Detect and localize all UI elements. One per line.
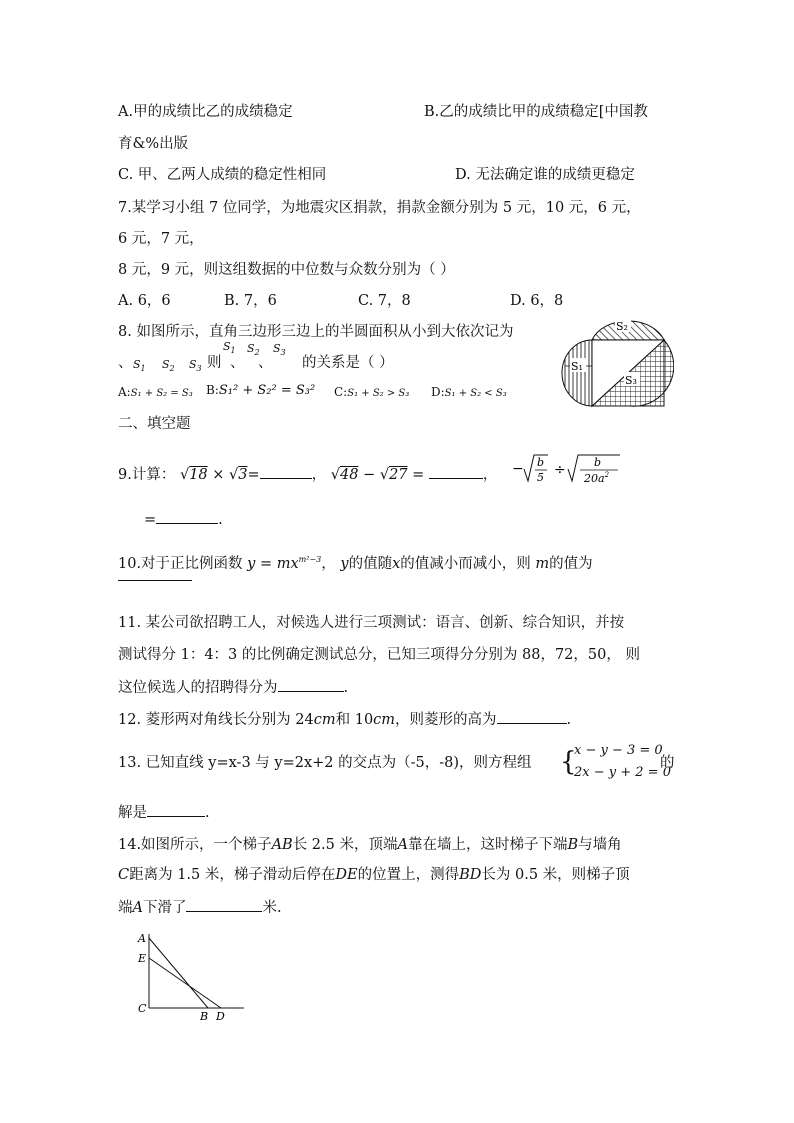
fig-label-b: B bbox=[200, 1010, 209, 1023]
q13-line1: 13. 已知直线 y=x-3 与 y=2x+2 的交点为（-5，-8)，则方程组 bbox=[118, 755, 532, 771]
q7-line1: 7.某学习小组 7 位同学，为地震灾区捐款，捐款金额分别为 5 元，10 元，6 元， bbox=[118, 200, 641, 216]
q9-line: 9.计算： √18 × √3= ， √48 − √27 = ， bbox=[118, 464, 497, 484]
q8-option-c: C:S₁ + S₂ > S₃ bbox=[334, 385, 410, 399]
svg-text:b: b bbox=[594, 456, 602, 469]
q13-eq1: x − y − 3 = 0 bbox=[574, 743, 663, 758]
q7-option-c: C. 7，8 bbox=[358, 293, 411, 309]
q8-line2-end: 的关系是（ ） bbox=[302, 355, 394, 371]
q6-option-b-continued: 育&%出版 bbox=[118, 136, 189, 152]
q8-s2-raised: $S_2$ bbox=[247, 342, 260, 358]
svg-text:5: 5 bbox=[537, 471, 544, 484]
fig-label-a: A bbox=[138, 932, 146, 945]
svg-text:20a2: $20a^2$ bbox=[584, 471, 610, 485]
q11-line1: 11. 某公司欲招聘工人，对候选人进行三项测试：语言、创新、综合知识，并按 bbox=[118, 615, 625, 631]
q6-option-b: B.乙的成绩比甲的成绩稳定[中国教 bbox=[424, 104, 648, 120]
q6-option-c: C. 甲、乙两人成绩的稳定性相同 bbox=[118, 167, 327, 183]
q6-option-a: A.甲的成绩比乙的成绩稳定 bbox=[118, 104, 293, 120]
q8-then: 则 bbox=[207, 355, 222, 371]
q14-line1: 14.如图所示，一个梯子AB长 2.5 米，顶端A靠在墙上，这时梯子下端B与墙角 bbox=[118, 837, 622, 853]
q8-option-d: D:S₁ + S₂ < S₃ bbox=[431, 385, 507, 399]
q6-option-d: D. 无法确定谁的成绩更稳定 bbox=[455, 167, 635, 183]
q13-line2: 解是 . bbox=[118, 802, 210, 822]
q11-line2: 测试得分 1：4：3 的比例确定测试总分，已知三项得分分别为 88，72，50， 则 bbox=[118, 647, 640, 663]
q9-line2: = . bbox=[144, 509, 223, 529]
q7-line3: 8 元，9 元，则这组数据的中位数与众数分别为（ ） bbox=[118, 262, 455, 278]
ladder-figure bbox=[130, 924, 248, 1024]
q8-line2-lead: 、 bbox=[118, 355, 133, 371]
fig-label-e: E bbox=[138, 952, 147, 965]
q10-answer-blank[interactable] bbox=[118, 580, 192, 581]
fig-label-d: D bbox=[216, 1010, 225, 1023]
q8-option-a: A:S₁ + S₂ = S₃ bbox=[118, 385, 193, 399]
q7-option-b: B. 7，6 bbox=[224, 293, 277, 309]
svg-text:b: b bbox=[537, 456, 545, 469]
fig-label-s3: S₃ bbox=[625, 374, 637, 387]
q8-s1-inline: $S_1$ bbox=[133, 358, 146, 374]
ladder-de bbox=[149, 958, 221, 1008]
q8-s3-inline: $S_3$ bbox=[189, 358, 202, 374]
section-title: 二、填空题 bbox=[118, 416, 191, 432]
q8-s3-raised: $S_3$ bbox=[273, 342, 286, 358]
q7-option-d: D. 6，8 bbox=[510, 293, 564, 309]
q13-after: 的 bbox=[660, 755, 675, 771]
q8-s1-raised: $S_1$ bbox=[223, 340, 236, 356]
q12-line: 12. 菱形两对角线长分别为 24cm和 10cm，则菱形的高为 . bbox=[118, 709, 571, 729]
q8-line1: 8. 如图所示，直角三边形三边上的半圆面积从小到大依次记为 bbox=[118, 324, 514, 340]
q13-brace: { bbox=[560, 747, 577, 777]
q8-comma-2: 、 bbox=[258, 355, 273, 371]
q9-expression-3 bbox=[512, 451, 622, 493]
ladder-ab bbox=[149, 938, 208, 1008]
q8-s2-inline: $S_2$ bbox=[162, 358, 175, 374]
q7-option-a: A. 6，6 bbox=[118, 293, 171, 309]
q14-line2: C距离为 1.5 米，梯子滑动后停在DE的位置上，测得BD长为 0.5 米，则梯子顶 bbox=[118, 867, 630, 883]
fig-label-c: C bbox=[138, 1002, 147, 1015]
svg-text:÷: ÷ bbox=[554, 462, 566, 478]
svg-text:−: − bbox=[512, 461, 524, 477]
semicircle-s1 bbox=[562, 340, 592, 406]
q14-line3: 端A下滑了 米. bbox=[118, 897, 282, 917]
q11-line3: 这位候选人的招聘得分为 . bbox=[118, 677, 348, 697]
fig-label-s1: S₁ bbox=[571, 360, 583, 373]
q10-line: 10.对于正比例函数 $y = mx^{m^2-3}$， y的值随x的值减小而减小，则 m的值为 bbox=[118, 555, 593, 572]
q13-eq2: 2x − y + 2 = 0 bbox=[574, 765, 671, 780]
semicircles-figure bbox=[560, 306, 674, 412]
q8-option-b: B:S₁² + S₂² = S₃² bbox=[206, 383, 316, 398]
fig-label-s2: S₂ bbox=[616, 320, 628, 333]
q8-comma-1: 、 bbox=[230, 355, 245, 371]
q7-line2: 6 元，7 元， bbox=[118, 231, 204, 247]
